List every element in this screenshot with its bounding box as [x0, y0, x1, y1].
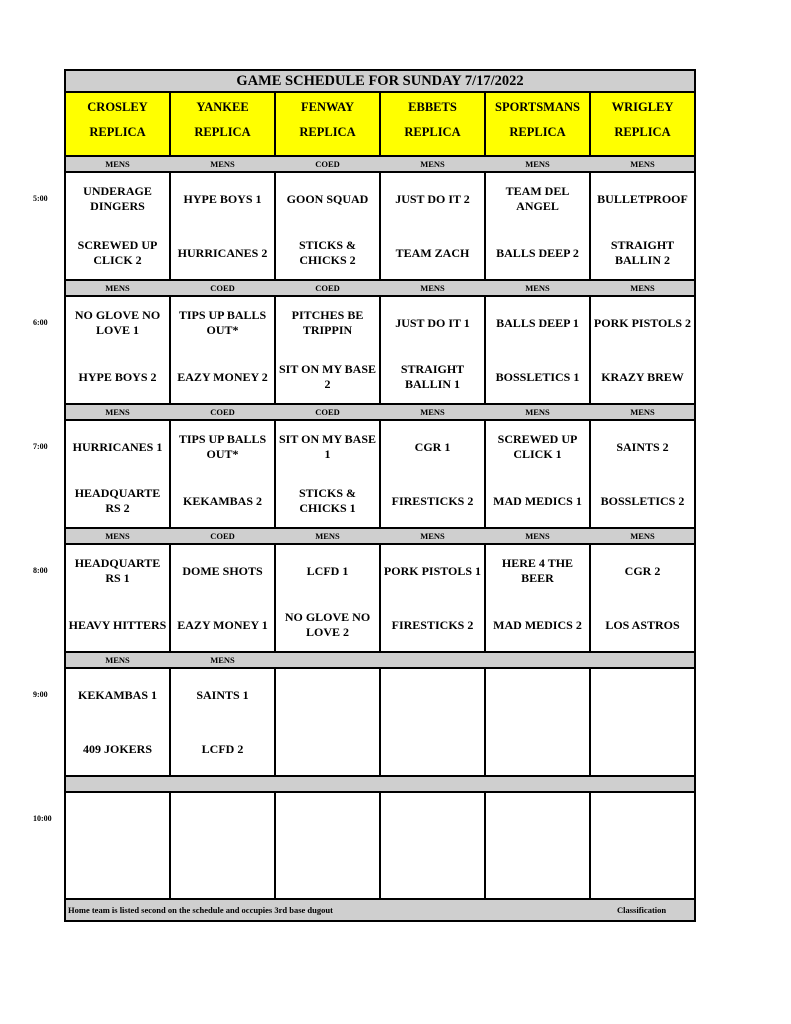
game-cell [591, 297, 694, 403]
home-team: MAD MEDICS 2 [493, 617, 582, 632]
away-team: SIT ON MY BASE 1 [278, 432, 377, 461]
classification-label: MENS [525, 531, 550, 541]
game-cell [171, 297, 276, 403]
home-team [488, 729, 587, 769]
away-team: LCFD 1 [306, 563, 349, 578]
classification-label: MENS [315, 531, 340, 541]
away-team: BULLETPROOF [597, 191, 688, 206]
away-team: HYPE BOYS 1 [183, 191, 262, 206]
game-cell [66, 297, 171, 403]
field-name: FENWAY [300, 100, 355, 114]
classification-label: Classification [617, 905, 667, 915]
home-team: NO GLOVE NO LOVE 2 [284, 610, 371, 639]
away-team: NO GLOVE NO LOVE 1 [74, 308, 161, 337]
field-header [381, 93, 486, 155]
classification-label: COED [210, 531, 235, 541]
game-cell [486, 173, 591, 279]
game-cell [381, 545, 486, 651]
away-team: TEAM DEL ANGEL [505, 184, 570, 213]
away-team [173, 799, 272, 839]
classification-label: MENS [525, 407, 550, 417]
away-team: JUST DO IT 1 [395, 315, 470, 330]
field-sub: REPLICA [299, 125, 356, 139]
home-team [488, 853, 587, 893]
away-team [488, 675, 587, 715]
home-team [593, 853, 692, 893]
game-cell [66, 669, 171, 775]
game-cell [171, 545, 276, 651]
home-team: BOSSLETICS 1 [495, 369, 580, 384]
field-header [66, 93, 171, 155]
home-team: HEAVY HITTERS [68, 617, 167, 632]
classification-label: MENS [630, 407, 655, 417]
classification-label: MENS [105, 531, 130, 541]
game-cell [591, 793, 694, 899]
home-team: HEADQUARTE RS 2 [74, 486, 161, 515]
home-team: FIRESTICKS 2 [391, 493, 474, 508]
home-team: LCFD 2 [201, 741, 244, 756]
classification-band [66, 651, 694, 669]
game-cell [66, 421, 171, 527]
field-header [171, 93, 276, 155]
time-label: 9:00 [33, 690, 48, 699]
classification-label: MENS [420, 407, 445, 417]
away-team: CGR 1 [414, 439, 451, 454]
away-team: PORK PISTOLS 1 [383, 563, 482, 578]
home-team: EAZY MONEY 1 [177, 617, 268, 632]
away-team [68, 799, 167, 839]
game-cell [276, 545, 381, 651]
classification-label: MENS [420, 531, 445, 541]
home-team: SCREWED UP CLICK 2 [77, 238, 158, 267]
away-team: JUST DO IT 2 [395, 191, 470, 206]
classification-label: MENS [630, 283, 655, 293]
home-team [593, 729, 692, 769]
classification-label: MENS [105, 283, 130, 293]
away-team: HURRICANES 1 [72, 439, 163, 454]
time-label: 8:00 [33, 566, 48, 575]
classification-band [66, 403, 694, 421]
schedule-title: GAME SCHEDULE FOR SUNDAY 7/17/2022 [66, 71, 694, 93]
field-header [591, 93, 694, 155]
time-label: 5:00 [33, 194, 48, 203]
game-cell [171, 421, 276, 527]
home-team: STICKS & CHICKS 2 [298, 238, 357, 267]
game-cell [276, 669, 381, 775]
classification-label: COED [210, 283, 235, 293]
game-cell [591, 545, 694, 651]
classification-label: MENS [420, 159, 445, 169]
game-cell [171, 669, 276, 775]
game-cell [591, 173, 694, 279]
schedule-sheet [64, 69, 696, 922]
home-team: KRAZY BREW [601, 369, 684, 384]
home-team: SIT ON MY BASE 2 [278, 362, 377, 391]
field-name: EBBETS [408, 100, 457, 114]
away-team: GOON SQUAD [286, 191, 369, 206]
home-team: MAD MEDICS 1 [493, 493, 582, 508]
classification-label: MENS [210, 655, 235, 665]
classification-band [66, 155, 694, 173]
away-team: SCREWED UP CLICK 1 [497, 432, 578, 461]
game-cell [66, 545, 171, 651]
classification-label: MENS [525, 283, 550, 293]
classification-label: MENS [105, 407, 130, 417]
game-cell [381, 421, 486, 527]
classification-label: COED [315, 283, 340, 293]
game-cell [486, 793, 591, 899]
home-team [68, 853, 167, 893]
classification-label: MENS [210, 159, 235, 169]
game-cell [66, 173, 171, 279]
classification-band [66, 279, 694, 297]
away-team [593, 799, 692, 839]
away-team: PORK PISTOLS 2 [593, 315, 692, 330]
game-cell [591, 669, 694, 775]
away-team: SAINTS 1 [196, 687, 249, 702]
classification-label: MENS [420, 283, 445, 293]
home-team: LOS ASTROS [605, 617, 680, 632]
game-cell [381, 793, 486, 899]
home-team: BOSSLETICS 2 [600, 493, 685, 508]
home-team: EAZY MONEY 2 [177, 369, 268, 384]
game-cell [171, 793, 276, 899]
field-header [486, 93, 591, 155]
game-cell [381, 669, 486, 775]
away-team: KEKAMBAS 1 [77, 687, 157, 702]
classification-band [66, 527, 694, 545]
time-label: 10:00 [33, 814, 52, 823]
field-header [276, 93, 381, 155]
home-team [383, 729, 482, 769]
home-team [173, 853, 272, 893]
footer-bar [66, 898, 694, 920]
time-label: 6:00 [33, 318, 48, 327]
field-sub: REPLICA [89, 125, 146, 139]
away-team: HERE 4 THE BEER [501, 556, 574, 585]
home-team: HURRICANES 2 [177, 245, 268, 260]
away-team [278, 799, 377, 839]
field-name: SPORTSMANS [495, 100, 580, 114]
game-cell [276, 793, 381, 899]
field-name: CROSLEY [87, 100, 148, 114]
home-team: HYPE BOYS 2 [78, 369, 157, 384]
home-team: STRAIGHT BALLIN 1 [400, 362, 465, 391]
field-sub: REPLICA [614, 125, 671, 139]
game-cell [591, 421, 694, 527]
classification-band [66, 775, 694, 793]
field-name: WRIGLEY [611, 100, 674, 114]
home-team: STICKS & CHICKS 1 [298, 486, 357, 515]
away-team [278, 675, 377, 715]
game-cell [276, 421, 381, 527]
away-team [383, 675, 482, 715]
game-cell [276, 297, 381, 403]
away-team: SAINTS 2 [616, 439, 669, 454]
classification-label: MENS [525, 159, 550, 169]
classification-label: COED [315, 407, 340, 417]
away-team: PITCHES BE TRIPPIN [291, 308, 364, 337]
classification-label: MENS [105, 159, 130, 169]
classification-label: COED [210, 407, 235, 417]
game-cell [381, 297, 486, 403]
away-team [488, 799, 587, 839]
game-cell [171, 173, 276, 279]
home-team: STRAIGHT BALLIN 2 [610, 238, 675, 267]
home-team: TEAM ZACH [395, 245, 470, 260]
home-team-note: Home team is listed second on the schedule and occupies 3rd base dugout [68, 905, 333, 915]
field-name: YANKEE [196, 100, 249, 114]
game-cell [486, 297, 591, 403]
game-cell [381, 173, 486, 279]
classification-label: MENS [105, 655, 130, 665]
game-cell [486, 421, 591, 527]
game-cell [486, 669, 591, 775]
game-cell [486, 545, 591, 651]
home-team: 409 JOKERS [82, 741, 152, 756]
away-team: TIPS UP BALLS OUT* [178, 432, 267, 461]
away-team: TIPS UP BALLS OUT* [178, 308, 267, 337]
away-team: UNDERAGE DINGERS [83, 184, 152, 213]
away-team: DOME SHOTS [182, 563, 263, 578]
away-team [383, 799, 482, 839]
classification-label: COED [315, 159, 340, 169]
game-cell [276, 173, 381, 279]
away-team: HEADQUARTE RS 1 [74, 556, 161, 585]
field-sub: REPLICA [404, 125, 461, 139]
time-label: 7:00 [33, 442, 48, 451]
home-team [278, 729, 377, 769]
classification-label: MENS [630, 159, 655, 169]
away-team: BALLS DEEP 1 [496, 315, 579, 330]
classification-label: MENS [630, 531, 655, 541]
home-team [383, 853, 482, 893]
home-team: KEKAMBAS 2 [182, 493, 262, 508]
field-sub: REPLICA [194, 125, 251, 139]
away-team [593, 675, 692, 715]
away-team: CGR 2 [624, 563, 661, 578]
home-team: BALLS DEEP 2 [496, 245, 579, 260]
home-team [278, 853, 377, 893]
home-team: FIRESTICKS 2 [391, 617, 474, 632]
field-sub: REPLICA [509, 125, 566, 139]
game-cell [66, 793, 171, 899]
